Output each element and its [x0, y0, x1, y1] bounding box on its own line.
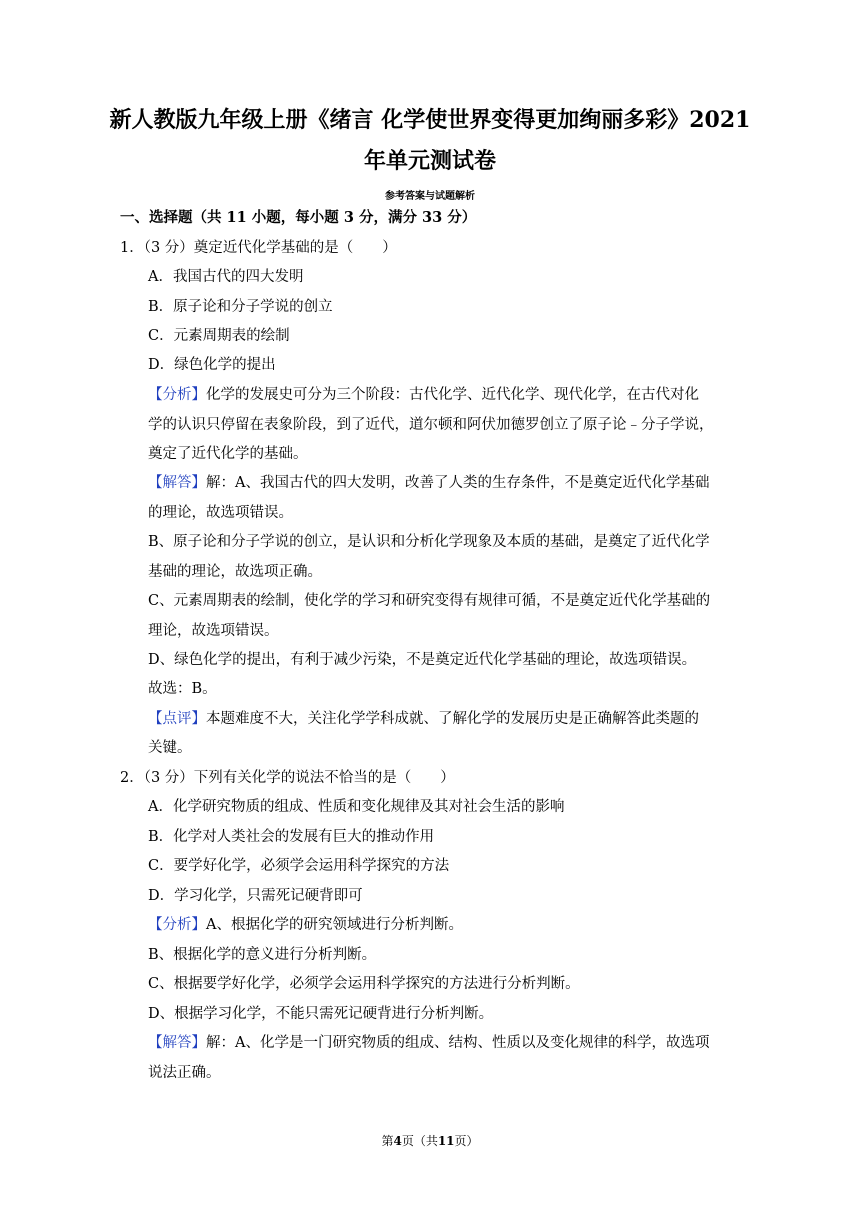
question-2-analysis-text: B、根据化学的意义进行分析判断。: [148, 947, 377, 963]
footer-total-pages: 11: [437, 1134, 455, 1148]
footer-page-number: 4: [393, 1134, 402, 1148]
question-2-option-b: B．化学对人类社会的发展有巨大的推动作用: [148, 829, 435, 845]
question-1-comment-line: [148, 709, 699, 729]
footer-prefix: 第: [381, 1134, 394, 1148]
document-subtitle: 参考答案与试题解析: [385, 191, 475, 202]
document-title-line2: 年单元测试卷: [363, 148, 496, 174]
question-1-option-b: B．原子论和分子学说的创立: [148, 299, 333, 315]
question-1-option-d: D．绿色化学的提出: [148, 357, 276, 373]
question-2-option-c: C．要学好化学，必须学会运用科学探究的方法: [148, 858, 450, 874]
question-1-analysis-text: 学的认识只停留在表象阶段，到了近代，道尔顿和阿伏加德罗创立了原子论﹣分子学说，: [148, 417, 714, 433]
comment-text: 本题难度不大，关注化学学科成就、了解化学的发展历史是正确解答此类题的: [206, 711, 699, 727]
answer-tag: 【解答】: [148, 475, 206, 491]
analysis-text: A、根据化学的研究领域进行分析判断。: [206, 917, 463, 933]
question-1-stem: 1．（3 分）奠定近代化学基础的是（ ）: [120, 240, 397, 256]
question-1-comment-text: 关键。: [148, 740, 192, 756]
question-1-option-c: C．元素周期表的绘制: [148, 328, 290, 344]
analysis-tag: 【分析】: [148, 387, 206, 403]
question-1-analysis-text: 奠定了近代化学的基础。: [148, 446, 308, 462]
question-1-answer-line: [148, 473, 709, 493]
question-1-answer-text: 的理论，故选项错误。: [148, 505, 293, 521]
question-2-stem: 2．（3 分）下列有关化学的说法不恰当的是（ ）: [120, 770, 455, 786]
question-2-answer-line: [148, 1033, 709, 1053]
page-footer: [100, 1133, 760, 1149]
question-1-option-a: A．我国古代的四大发明: [148, 269, 304, 285]
question-2-option-d: D．学习化学，只需死记硬背即可: [148, 888, 363, 904]
question-1-answer-text: 基础的理论，故选项正确。: [148, 564, 322, 580]
footer-mid: 页（共: [401, 1134, 438, 1148]
question-1-answer-text: B、原子论和分子学说的创立，是认识和分析化学现象及本质的基础，是奠定了近代化学: [148, 534, 710, 550]
question-2-analysis-text: D、根据学习化学，不能只需死记硬背进行分析判断。: [148, 1006, 494, 1022]
question-1-answer-text: 理论，故选项错误。: [148, 623, 279, 639]
answer-tag: 【解答】: [148, 1035, 206, 1051]
question-1-answer-text: D、绿色化学的提出，有利于减少污染，不是奠定近代化学基础的理论，故选项错误。: [148, 652, 697, 668]
question-2-answer-text: 说法正确。: [148, 1065, 221, 1081]
question-2-analysis-text: C、根据要学好化学，必须学会运用科学探究的方法进行分析判断。: [148, 976, 580, 992]
question-2-option-a: A．化学研究物质的组成、性质和变化规律及其对社会生活的影响: [148, 799, 565, 815]
document-title-line1: 新人教版九年级上册《绪言 化学使世界变得更加绚丽多彩》2021: [109, 107, 751, 133]
answer-text: 解：A、化学是一门研究物质的组成、结构、性质以及变化规律的科学，故选项: [206, 1035, 710, 1051]
analysis-tag: 【分析】: [148, 917, 206, 933]
comment-tag: 【点评】: [148, 711, 206, 727]
question-1-analysis-line: [148, 385, 699, 405]
analysis-text: 化学的发展史可分为三个阶段：古代化学、近代化学、现代化学，在古代对化: [206, 387, 699, 403]
question-1-answer-text: C、元素周期表的绘制，使化学的学习和研究变得有规律可循，不是奠定近代化学基础的: [148, 593, 711, 609]
footer-suffix: 页）: [454, 1134, 479, 1148]
question-1-answer-text: 故选：B。: [148, 681, 217, 697]
question-2-analysis-line: [148, 915, 463, 935]
answer-text: 解：A、我国古代的四大发明，改善了人类的生存条件，不是奠定近代化学基础: [206, 475, 710, 491]
section-heading: 一、选择题（共 11 小题，每小题 3 分，满分 33 分）: [120, 209, 477, 226]
